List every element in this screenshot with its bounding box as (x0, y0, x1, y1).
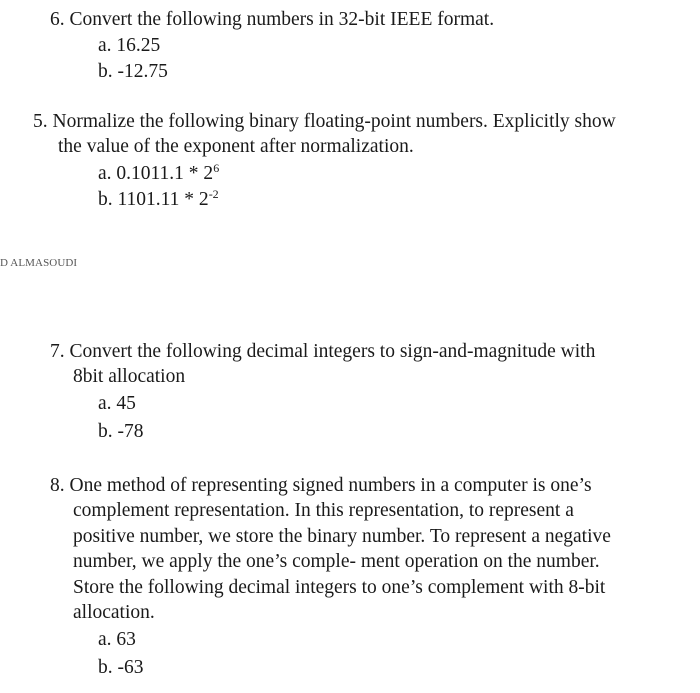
question-text: Store the following decimal integers to one’s complement with 8-bit (73, 577, 606, 598)
item-text: 63 (116, 629, 136, 650)
exponent: 6 (213, 161, 220, 175)
question-text: allocation. (73, 602, 155, 623)
question-text: complement representation. In this representation, to represent a (73, 500, 574, 521)
list-item (98, 33, 160, 58)
question-number: 5. (33, 111, 48, 132)
list-item (98, 187, 219, 212)
question-text: 8bit allocation (73, 366, 186, 387)
item-text: 16.25 (116, 35, 161, 56)
question-7-line-2 (73, 364, 185, 389)
question-6 (50, 7, 494, 32)
item-letter: b. (98, 189, 113, 210)
list-item (98, 161, 219, 186)
question-8-line-4 (73, 549, 600, 574)
item-letter: a. (98, 629, 112, 650)
item-letter: b. (98, 657, 113, 678)
question-8-line-6 (73, 600, 155, 625)
question-number: 8. (50, 475, 65, 496)
question-5 (33, 109, 616, 134)
question-text: the value of the exponent after normalization. (58, 136, 414, 157)
list-item (98, 655, 144, 680)
exponent: -2 (208, 187, 219, 201)
list-item (98, 391, 136, 416)
question-7 (50, 339, 595, 364)
item-letter: a. (98, 163, 112, 184)
question-5-line-2 (58, 134, 414, 159)
question-number: 6. (50, 9, 65, 30)
question-text: positive number, we store the binary number. To represent a negative (73, 526, 611, 547)
question-8-line-5 (73, 575, 605, 600)
item-text: 45 (116, 393, 136, 414)
question-text: Normalize the following binary floating-point numbers. Explicitly show (52, 111, 616, 132)
item-letter: b. (98, 61, 113, 82)
question-text: number, we apply the one’s comple- ment operation on the number. (73, 551, 600, 572)
question-8-line-3 (73, 524, 611, 549)
question-number: 7. (50, 341, 65, 362)
item-text: -12.75 (117, 61, 168, 82)
question-text: Convert the following numbers in 32-bit IEEE format. (69, 9, 495, 30)
item-letter: a. (98, 393, 112, 414)
item-text: -63 (117, 657, 144, 678)
question-8 (50, 473, 592, 498)
item-text: 1101.11 * 2 (117, 189, 209, 210)
item-text: 0.1011.1 * 2 (116, 163, 214, 184)
list-item (98, 627, 136, 652)
item-letter: b. (98, 421, 113, 442)
item-letter: a. (98, 35, 112, 56)
question-8-line-2 (73, 498, 574, 523)
item-text: -78 (117, 421, 144, 442)
question-text: One method of representing signed numbers in a computer is one’s (69, 475, 592, 496)
watermark: D ALMASOUDI (0, 257, 78, 269)
question-text: Convert the following decimal integers to sign-and-magnitude with (69, 341, 596, 362)
list-item (98, 419, 144, 444)
list-item (98, 59, 168, 84)
